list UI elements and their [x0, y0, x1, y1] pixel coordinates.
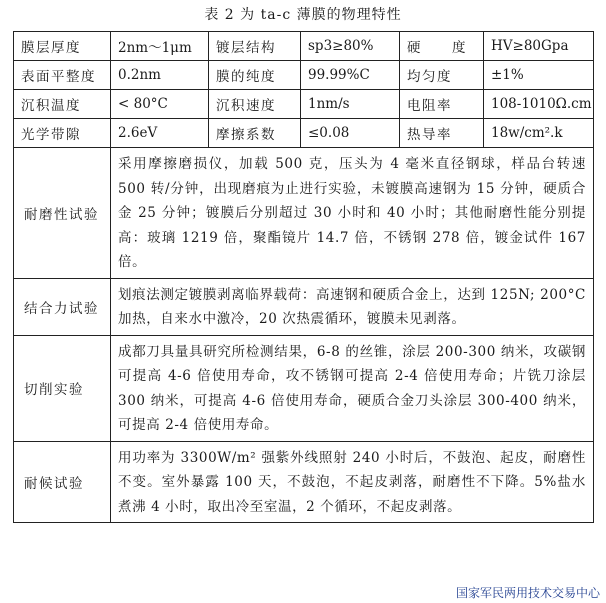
property-value: ±1% [484, 61, 594, 90]
property-value: 1nm/s [301, 90, 400, 119]
test-description: 划痕法测定镀膜剥离临界载荷：高速钢和硬质合金上，达到 125N; 200°C加热，自来水中激冷，20 次热震循环，镀膜未见剥落。 [111, 278, 594, 335]
property-label: 表面平整度 [14, 61, 111, 90]
test-name: 耐候试验 [14, 441, 111, 523]
property-label: 沉积速度 [209, 90, 301, 119]
property-label: 摩擦系数 [209, 119, 301, 148]
property-label: 均匀度 [400, 61, 484, 90]
table-row [14, 335, 594, 441]
property-value: ≤0.08 [301, 119, 400, 148]
test-description: 成都刀具量具研究所检测结果，6-8 的丝锥，涂层 200-300 纳米，攻碳钢可提高 4-6 倍使用寿命，攻不锈钢可提高 2-4 倍使用寿命；片铣刀涂层 300 纳米，可提高 4-6 倍使用寿命，硬质合金刀头涂层 300-400 纳米，可提高 2-4 倍使用寿命。 [111, 335, 594, 441]
table-row [14, 90, 594, 119]
property-value: 99.99%C [301, 61, 400, 90]
table-row [14, 441, 594, 523]
watermark: 国家军民两用技术交易中心 [455, 586, 600, 600]
property-label: 沉积温度 [14, 90, 111, 119]
property-label: 热导率 [400, 119, 484, 148]
property-value: HV≥80Gpa [484, 32, 594, 61]
property-label: 膜的纯度 [209, 61, 301, 90]
table-caption: 表 2 为 ta-c 薄膜的物理特性 [204, 7, 402, 23]
property-label: 硬 度 [400, 32, 484, 61]
property-value: sp3≥80% [301, 32, 400, 61]
test-name: 耐磨性试验 [14, 148, 111, 279]
property-value: 18w/cm².k [484, 119, 594, 148]
property-value: 0.2nm [111, 61, 209, 90]
property-label: 镀层结构 [209, 32, 301, 61]
test-description: 采用摩擦磨损仪，加载 500 克，压头为 4 毫米直径钢球，样品台转速 500 转/分钟，出现磨痕为止进行实验，未镀膜高速钢为 15 分钟，硬质合金 25 分钟；镀膜后分别超过 30 小时和 40 小时；其他耐磨性能分别提高：玻璃 1219 倍，聚酯镜片 14.7 倍，不锈钢 278 倍，镀金试件 167 倍。 [111, 148, 594, 279]
properties-table [13, 31, 594, 523]
table-row [14, 32, 594, 61]
test-name: 结合力试验 [14, 278, 111, 335]
test-name: 切削实验 [14, 335, 111, 441]
table-row [14, 61, 594, 90]
table-row [14, 119, 594, 148]
table-row [14, 278, 594, 335]
table-row [14, 148, 594, 279]
property-label: 膜层厚度 [14, 32, 111, 61]
property-label: 电阻率 [400, 90, 484, 119]
property-value: 2.6eV [111, 119, 209, 148]
property-label: 光学带隙 [14, 119, 111, 148]
property-value: 108-1010Ω.cm [484, 90, 594, 119]
test-description: 用功率为 3300W/m² 强紫外线照射 240 小时后，不鼓泡、起皮，耐磨性不变。室外暴露 100 天，不鼓泡，不起皮剥落，耐磨性不下降。5%盐水煮沸 4 小时，取出冷至室温，2 个循环，不起皮剥落。 [111, 441, 594, 523]
property-value: < 80°C [111, 90, 209, 119]
property-value: 2nm～1μm [111, 32, 209, 61]
